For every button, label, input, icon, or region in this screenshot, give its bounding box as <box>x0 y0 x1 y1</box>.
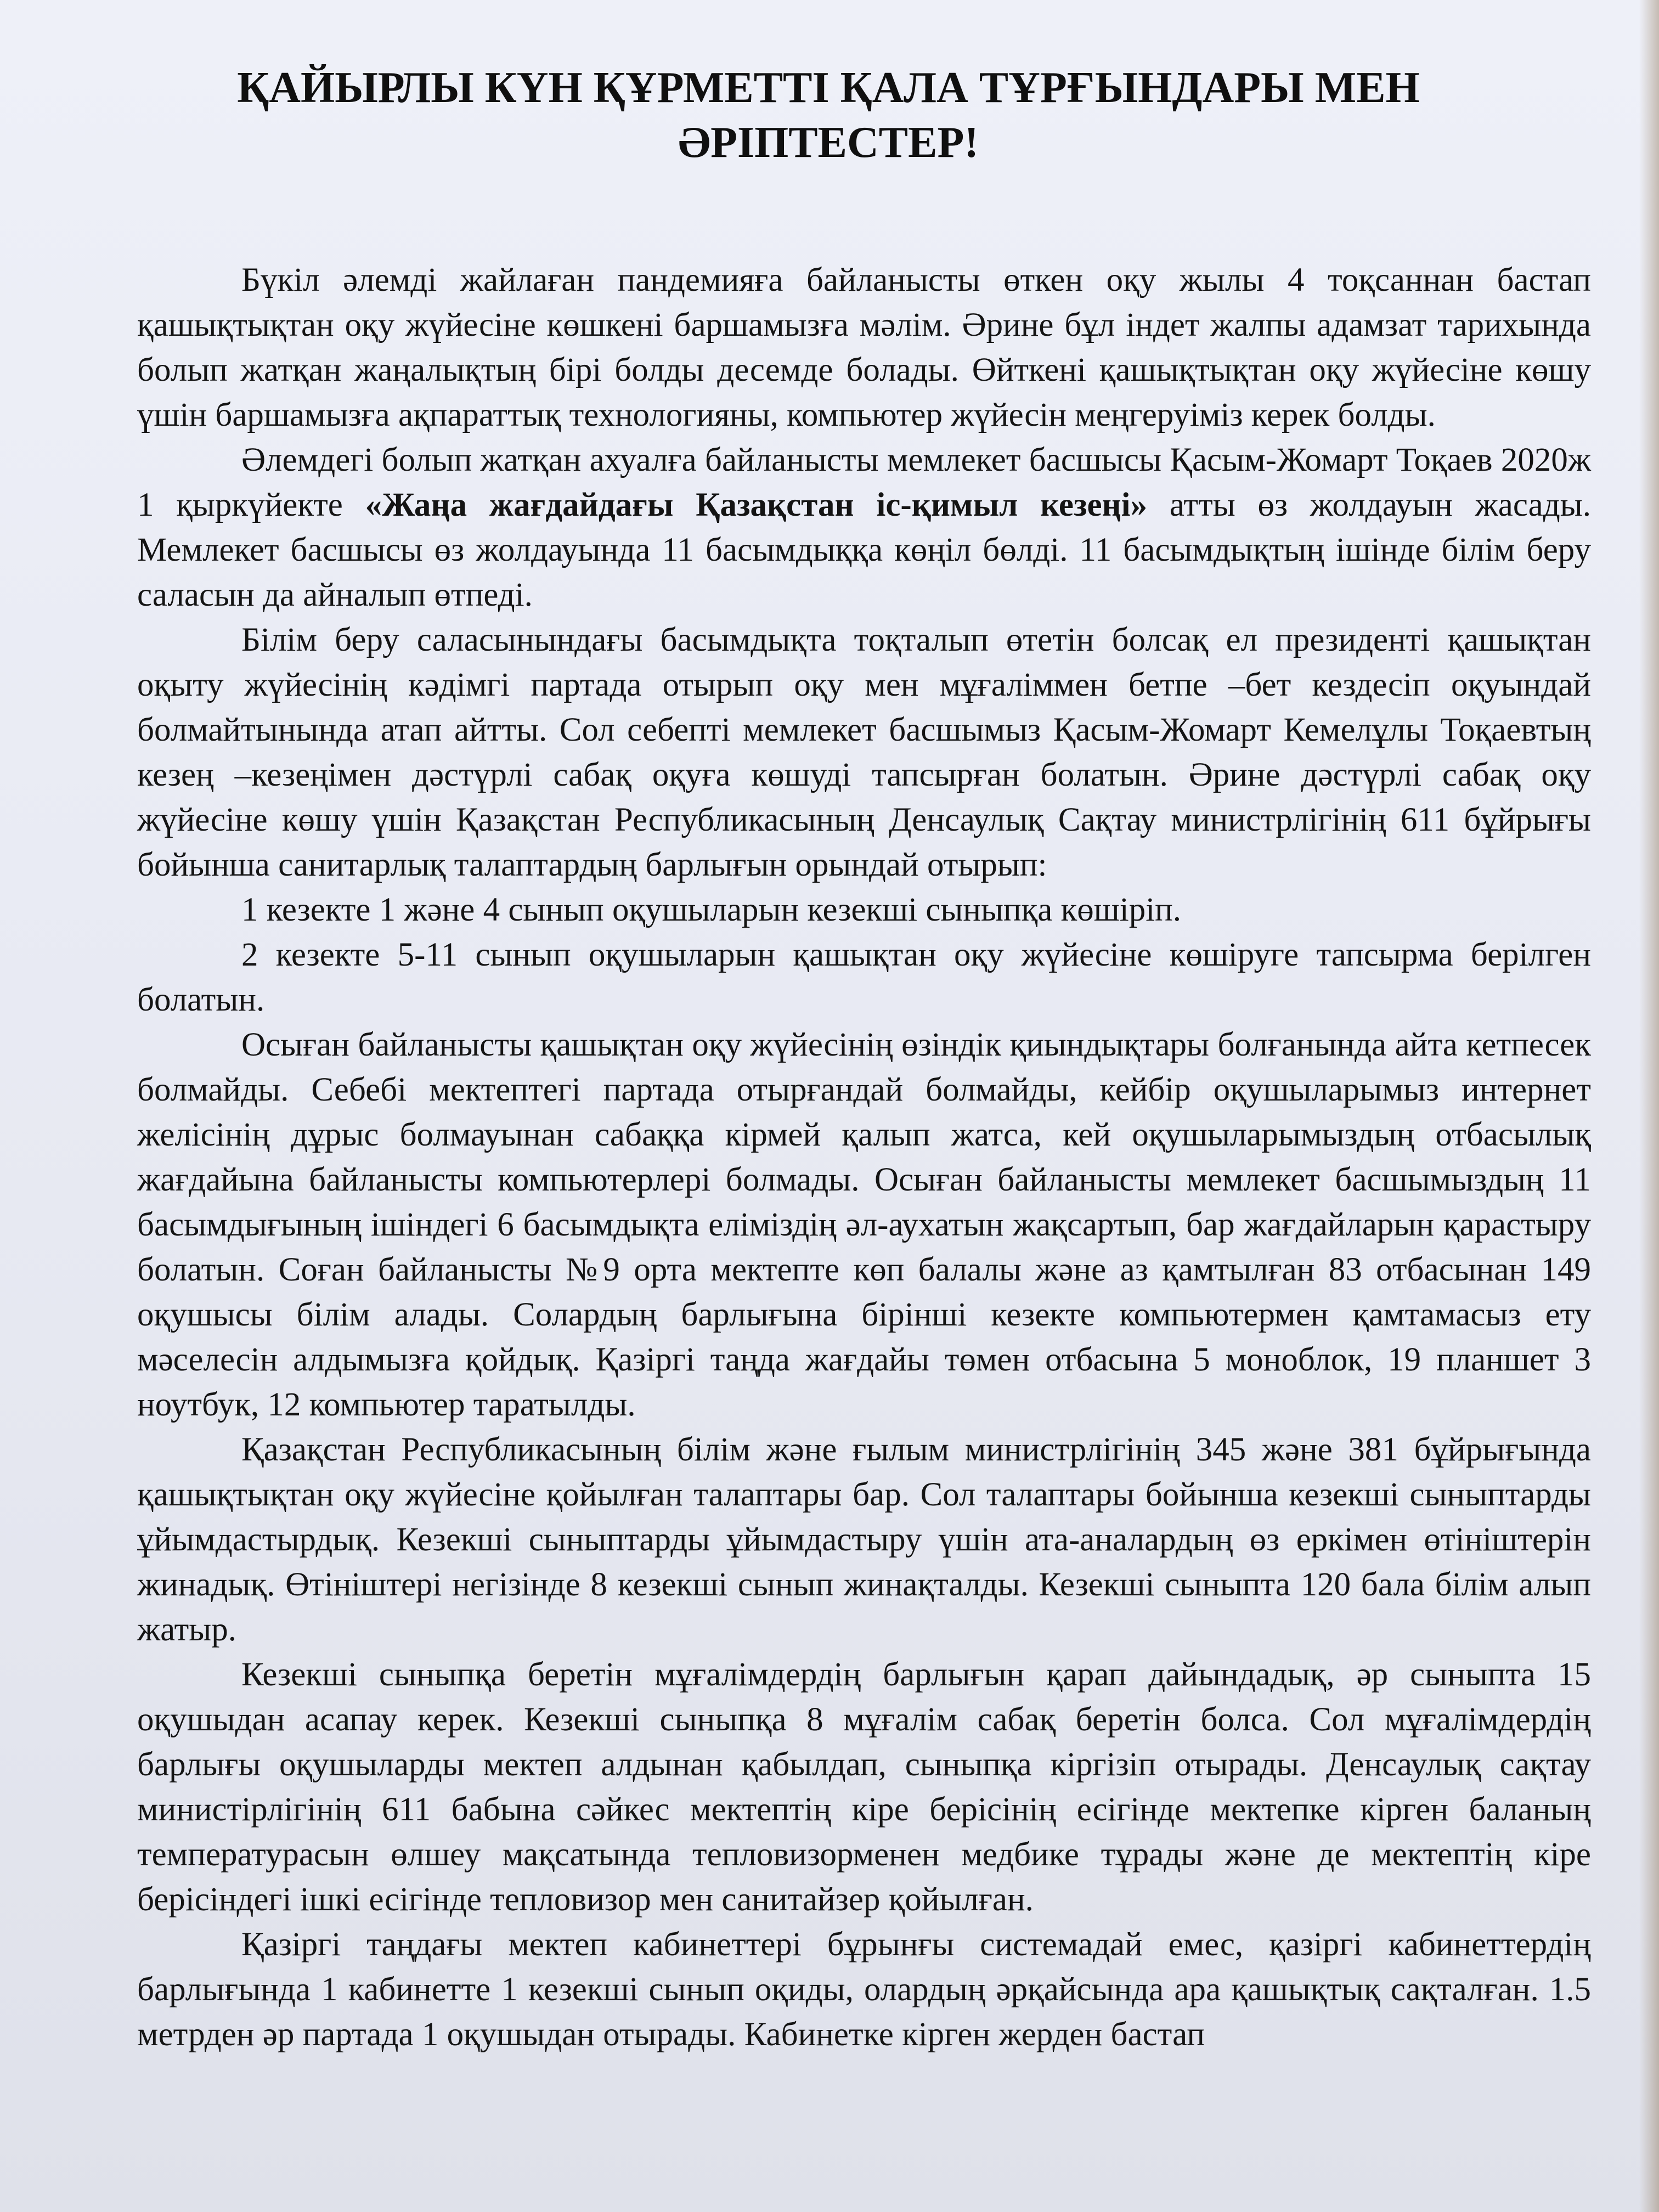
paragraph-address-end: атты өз жолдауын жасады. Мемлекет басшысы өз жолдауында 11 басымдыққа көңіл бөлді. 11 басымдықтың ішінде білім беру саласын да айналып өтпеді. <box>137 487 1591 613</box>
page-title: ҚАЙЫРЛЫ КҮН ҚҰРМЕТТІ ҚАЛА ТҰРҒЫНДАРЫ МЕН ӘРІПТЕСТЕР! <box>237 64 1420 167</box>
document-body <box>137 258 1591 2057</box>
paragraph-pandemic: Бүкіл әлемді жайлаған пандемияға байланысты өткен оқу жылы 4 тоқсаннан бастап қашықтықтан оқу жүйесіне көшкені баршамызға мәлім. Әрине бұл індет жалпы адамзат тарихында болып жатқан жаңалықтың бірі болды десемде болады. Өйткені қашықтықтан оқу жүйесіне көшу үшін баршамызға ақпараттық технологияны, компьютер жүйесін меңгеруіміз керек болды. <box>137 262 1591 433</box>
paragraph-remote-difficulties: Осыған байланысты қашықтан оқу жүйесінің өзіндік қиындықтары болғанында айта кетпесек болмайды. Себебі мектептегі партада отырғандай болмайды, кейбір оқушыларымыз интернет желісінің дұрыс болмауынан сабаққа кірмей қалып жатса, кей оқушыларымыздың отбасылық жағдайына байланысты компьютерлері болмады. Осыған байланысты мемлекет басшымыздың 11 басымдығының ішіндегі 6 басымдықта еліміздің әл-аухатын жақсартып, бар жағдайларын қарастыру болатын. Соған байланысты №9 орта мектепте көп балалы және аз қамтылған 83 отбасынан 149 оқушысы білім алады. Солардың барлығына бірінші кезекте компьютермен қамтамасыз ету мәселесін алдымызға қойдық. Қазіргі таңда жағдайы төмен отбасына 5 моноблок, 19 планшет 3 ноутбук, 12 компьютер таратылды. <box>137 1026 1591 1423</box>
paragraph-second-shift: 2 кезекте 5-11 сынып оқушыларын қашықтан оқу жүйесіне көшіруге тапсырма берілген болатын. <box>137 936 1591 1018</box>
paragraph-duty-class-teachers: Кезекші сыныпқа беретін мұғалімдердің барлығын қарап дайындадық, әр сыныпта 15 оқушыдан асапау керек. Кезекші сыныпқа 8 мұғалім сабақ беретін болса. Сол мұғалімдердің барлығы оқушыларды мектеп алдынан қабылдап, сыныпқа кіргізіп отырады. Денсаулық сақтау министірлігінің 611 бабына сәйкес мектептің кіре берісінің есігінде мектепке кірген баланың температурасын өлшеу мақсатында тепловизорменен медбике тұрады және де мектептің кіре берісіндегі ішкі есігінде тепловизор мен санитайзер қойылған. <box>137 1656 1591 1918</box>
address-title-bold: «Жаңа жағдайдағы Қазақстан іс-қимыл кезеңі» <box>365 487 1148 523</box>
paragraph-classrooms: Қазіргі таңдағы мектеп кабинеттері бұрынғы системадай емес, қазіргі кабинеттердің барлығында 1 кабинетте 1 кезекші сынып оқиды, олардың әрқайсында ара қашықтық сақталған. 1.5 метрден әр партада 1 оқушыдан отырады. Кабинетке кірген жерден бастап <box>137 1926 1591 2053</box>
paragraph-address <box>137 438 1591 618</box>
paragraph-address-start: Әлемдегі болып жатқан ахуалға байланысты мемлекет басшысы Қасым-Жомарт Тоқаев 2020ж 1 қыркүйекте <box>137 442 1591 523</box>
page-edge-shadow <box>1639 0 1659 2212</box>
paragraph-ministry-orders: Қазақстан Республикасының білім және ғылым министрлігінің 345 және 381 бұйрығында қашықтықтан оқу жүйесіне қойылған талаптары бар. Сол талаптары бойынша кезекші сыныптарды ұйымдастырдық. Кезекші сыныптарды ұйымдастыру үшін ата-аналардың өз еркімен өтініштерін жинадық. Өтініштері негізінде 8 кезекші сынып жинақталды. Кезекші сыныпта 120 бала білім алып жатыр. <box>137 1431 1591 1648</box>
paragraph-first-shift: 1 кезекте 1 және 4 сынып оқушыларын кезекші сыныпқа көшіріп. <box>241 891 1182 928</box>
paragraph-education-priority: Білім беру саласынындағы басымдықта тоқталып өтетін болсақ ел президенті қашықтан оқыту жүйесінің кәдімгі партада отырып оқу мен мұғаліммен бетпе –бет кездесіп оқуындай болмайтынында атап айтты. Сол себепті мемлекет басшымыз Қасым-Жомарт Кемелұлы Тоқаевтың кезең –кезеңімен дәстүрлі сабақ оқуға көшуді тапсырған болатын. Әрине дәстүрлі сабақ оқу жүйесіне көшу үшін Қазақстан Республикасының Денсаулық Сақтау министрлігінің 611 бұйрығы бойынша санитарлық талаптардың барлығын орындай отырып: <box>137 622 1591 883</box>
